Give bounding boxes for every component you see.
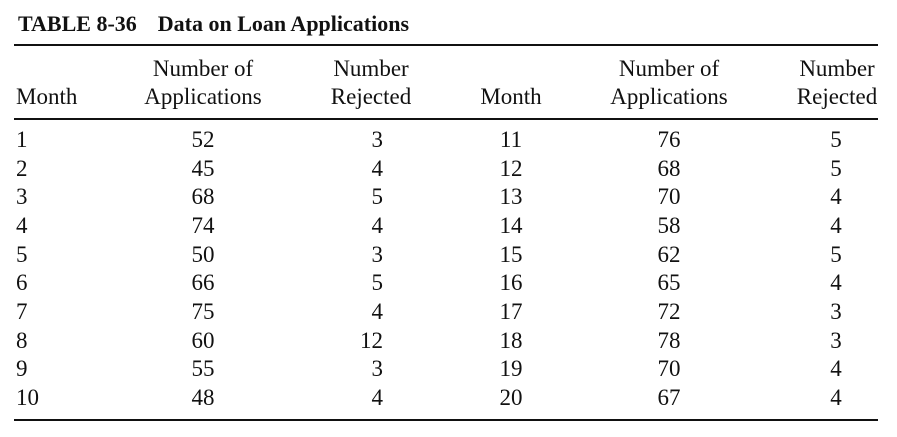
table-row bbox=[0, 183, 897, 212]
month-cell: 8 bbox=[16, 327, 28, 353]
header-rejected-right-line1: Number bbox=[799, 56, 875, 81]
applications-cell: 75 bbox=[191, 299, 215, 325]
rejected-cell: 3 bbox=[371, 127, 383, 152]
table-row bbox=[0, 384, 897, 413]
rejected-cell: 12 bbox=[360, 327, 383, 353]
applications-cell: 65 bbox=[657, 270, 681, 296]
month-cell: 13 bbox=[499, 184, 523, 210]
applications-cell: 74 bbox=[191, 213, 215, 238]
applications-cell: 76 bbox=[657, 127, 681, 152]
rejected-cell: 3 bbox=[830, 299, 842, 325]
rejected-cell: 5 bbox=[830, 127, 842, 152]
month-cell: 14 bbox=[499, 213, 523, 238]
applications-cell: 60 bbox=[191, 327, 215, 353]
month-cell: 3 bbox=[16, 184, 28, 210]
month-cell: 6 bbox=[16, 270, 28, 296]
header-rejected-left-line1: Number bbox=[333, 56, 409, 81]
month-cell: 18 bbox=[499, 327, 523, 353]
table-row bbox=[0, 355, 897, 384]
applications-cell: 50 bbox=[191, 241, 215, 267]
header-applications-left-line1: Number of bbox=[152, 56, 254, 81]
month-cell: 17 bbox=[499, 299, 523, 325]
applications-cell: 72 bbox=[657, 299, 681, 325]
applications-cell: 68 bbox=[657, 155, 681, 181]
table-row bbox=[0, 126, 897, 155]
header-applications-left-line2: Applications bbox=[144, 84, 262, 109]
applications-cell: 45 bbox=[191, 155, 215, 181]
rejected-cell: 3 bbox=[830, 327, 842, 353]
applications-cell: 55 bbox=[191, 356, 215, 382]
header-applications-right-line1: Number of bbox=[618, 56, 720, 81]
month-cell: 10 bbox=[16, 385, 39, 411]
month-cell: 16 bbox=[499, 270, 523, 296]
month-cell: 11 bbox=[499, 127, 523, 152]
table-row bbox=[0, 212, 897, 241]
rejected-cell: 4 bbox=[371, 213, 383, 238]
table-row bbox=[0, 269, 897, 298]
header-month-right: Month bbox=[480, 84, 542, 109]
applications-cell: 48 bbox=[191, 385, 215, 411]
header-rejected-left-line2: Rejected bbox=[330, 84, 412, 109]
bottom-rule bbox=[14, 419, 878, 421]
month-cell: 4 bbox=[16, 213, 28, 238]
rejected-cell: 3 bbox=[371, 241, 383, 267]
applications-cell: 52 bbox=[191, 127, 215, 152]
month-cell: 7 bbox=[16, 299, 28, 325]
applications-cell: 68 bbox=[191, 184, 215, 210]
table-row bbox=[0, 241, 897, 270]
table-row bbox=[0, 155, 897, 184]
rejected-cell: 4 bbox=[830, 184, 842, 210]
applications-cell: 66 bbox=[191, 270, 215, 296]
applications-cell: 62 bbox=[657, 241, 681, 267]
rejected-cell: 4 bbox=[830, 385, 842, 411]
rejected-cell: 5 bbox=[830, 155, 842, 181]
month-cell: 15 bbox=[499, 241, 523, 267]
rejected-cell: 5 bbox=[830, 241, 842, 267]
rejected-cell: 3 bbox=[371, 356, 383, 382]
table-row bbox=[0, 327, 897, 356]
rejected-cell: 4 bbox=[371, 155, 383, 181]
month-cell: 2 bbox=[16, 155, 28, 181]
month-cell: 5 bbox=[16, 241, 28, 267]
table-caption: Data on Loan Applications bbox=[157, 11, 410, 36]
applications-cell: 70 bbox=[657, 356, 681, 382]
applications-cell: 67 bbox=[657, 385, 681, 411]
rejected-cell: 4 bbox=[830, 356, 842, 382]
table-row bbox=[0, 298, 897, 327]
rejected-cell: 5 bbox=[371, 270, 383, 296]
rejected-cell: 4 bbox=[830, 213, 842, 238]
month-cell: 19 bbox=[499, 356, 523, 382]
header-month-left: Month bbox=[16, 84, 78, 109]
rejected-cell: 4 bbox=[371, 385, 383, 411]
header-rejected-right-line2: Rejected bbox=[796, 84, 878, 109]
month-cell: 9 bbox=[16, 356, 28, 382]
table-label: TABLE 8-36 bbox=[18, 11, 137, 36]
month-cell: 1 bbox=[16, 127, 28, 152]
month-cell: 20 bbox=[499, 385, 523, 411]
applications-cell: 70 bbox=[657, 184, 681, 210]
header-applications-right-line2: Applications bbox=[610, 84, 728, 109]
applications-cell: 78 bbox=[657, 327, 681, 353]
rejected-cell: 4 bbox=[830, 270, 842, 296]
rejected-cell: 4 bbox=[371, 299, 383, 325]
month-cell: 12 bbox=[499, 155, 523, 181]
applications-cell: 58 bbox=[657, 213, 681, 238]
rejected-cell: 5 bbox=[371, 184, 383, 210]
